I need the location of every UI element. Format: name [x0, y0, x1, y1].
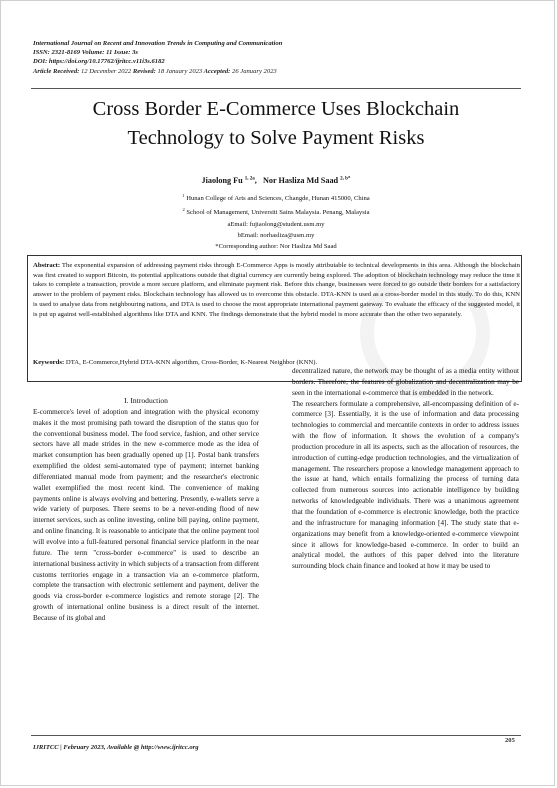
article-dates: Article Received: 12 December 2022 Revised: 18 January 2023 Accepted: 26 January 2023 — [33, 67, 277, 75]
corresponding-author: *Corresponding author: Nor Hasliza Md Saad — [215, 243, 337, 251]
column-right — [292, 366, 519, 572]
affiliations — [31, 190, 521, 252]
intro-paragraph-1: E-commerce's level of adoption and integration with the physical economy makes it the most promising path toward the disruption of the status quo for the conventional business model. The food service, fashion, and other service sectors have all made strides in the new e-commerce mode as the idea of market consumption has been gradually opened up [1]. Postal bank transfers exemplified the oldest semi-automated type of payment; internet banking differentiated manual mode from payment; and the researcher's electronic wallet exemplified the most recent kind. The convenience of making payments online is always evolving and bettering. Presently, e-wallets serve a wide variety of purposes. There seems to be a never-ending flood of new internet services, such as online investing, online bill paying, online payment, and online financing. It is reasonable to anticipate that the online payment tool will evolve into a full-featured personal financial service platform in the near future. The term "cross-border e-commerce" is used to describe an international business activity in which subjects of a transaction from different customs territories engage in a transaction via an e-commerce platform, complete the transaction with electronic settlement and payment, deliver the goods via cross-border e-commerce logistics and remote storage [2]. The growth of international online business is a direct result of the internet. Because of its global and — [33, 407, 259, 622]
journal-header — [33, 39, 282, 76]
affiliation-2: $^2$ School of Management, Universiti Sains Malaysia. Penang, Malaysia — [182, 207, 370, 217]
page-number: 205 — [505, 737, 515, 744]
keywords-text: DTA, E-Commerce,Hybrid DTA-KNN algorithm, Cross-Border, K-Nearest Neighbor (KNN). — [65, 359, 318, 366]
journal-name: International Journal on Recent and Innovation Trends in Computing and Communication — [33, 40, 283, 47]
section-heading: I. Introduction — [124, 396, 168, 405]
footer-rule — [31, 735, 521, 736]
column-left — [33, 396, 259, 624]
author-line: Jiaolong Fu $^{1, 2a}$, Nor Hasliza Md Saad $^{2, b*}$ — [201, 176, 351, 185]
abstract-text: The exponential expansion of addressing payment risks through E-Commerce Apps is mostly attributable to technical developments in this area. Although the blockchain was first created to support Bitcoin, its potential applications outside that digital currency are currently being explored. The adoption of blockchain technology may reduce the time it takes to complete a transaction, provide a more secure platform, and eliminate payment risk. Before this change, businesses were forced to go outside their borders for a satisfactory answer to the problem of payment risks. Blockchain technology has allowed us to overcome this obstacle. DTA-KNN is used as a cross-border model in this study. To do this, KNN is used to analyse data from neighbouring nations, and DTA is used to choose the most appropriate international payment gateway. To evaluate the efficacy of the suggested model, it is put up against well-established algorithms like DTA and KNN. The findings demonstrate that the hybrid model is more accurate than the other two separately. — [33, 262, 521, 318]
footer-text: IJRITCC | February 2023, Available @ http://www.ijritcc.org — [33, 744, 199, 751]
email-b[interactable]: bEmail: norhasliza@usm.my — [237, 231, 315, 239]
author-1: Jiaolong Fu — [201, 176, 243, 185]
email-a[interactable]: aEmail: fujiaolong@student.usm.my — [227, 220, 325, 228]
intro-paragraph-2: decentralized nature, the network may be thought of as a media entity without borders. Therefore, the features of globalization and decentralization may be seen in the international e-commerce that is embedded in the network. — [292, 367, 519, 397]
header-rule — [31, 88, 521, 89]
abstract-label: Abstract: — [33, 262, 61, 269]
keywords — [33, 359, 520, 366]
paper-title: Cross Border E-Commerce Uses Blockchain Technology to Solve Payment Risks — [92, 98, 460, 149]
doi-line[interactable]: DOI: https://doi.org/10.17762/ijritcc.v11i3s.6182 — [33, 58, 165, 66]
issn-line: ISSN: 2321-8169 Volume: 11 Issue: 3s — [33, 49, 138, 57]
author-2: Nor Hasliza Md Saad — [262, 176, 339, 185]
keywords-label: Keywords: — [33, 359, 65, 366]
abstract — [33, 261, 520, 319]
affiliation-1: $^1$ Hunan College of Arts and Sciences, Changde, Hunan 415000, China — [182, 193, 370, 203]
intro-paragraph-3: The researchers formulate a comprehensive, all-encompassing definition of e-commerce [3]. Essentially, it is the use of information and data processing technologies to commercial and mercantile contexts in order to address issues with the flow of information. It shows the evolution of a company's production procedure in all its aspects, such as the allocation of resources, the introduction of cutting-edge production technologies, and the virtualization of management. The researchers propose a knowledge management approach to the issue at hand, which entails formalizing the process of turning data collected from numerous sources into actionable intelligence by building networks of knowledgeable individuals. There was a unanimous agreement that the foundation of e-commerce is electronic knowledge, both the practice and the infrastructure for managing information [4]. The study state that e-organizations may benefit from a knowledge-oriented e-commerce viewpoint since it allows for knowledge-based e-commerce. In order to build an analytical model, the authors of this paper delved into the literature surrounding block chain finance and looked at how it may be used to — [292, 399, 519, 571]
